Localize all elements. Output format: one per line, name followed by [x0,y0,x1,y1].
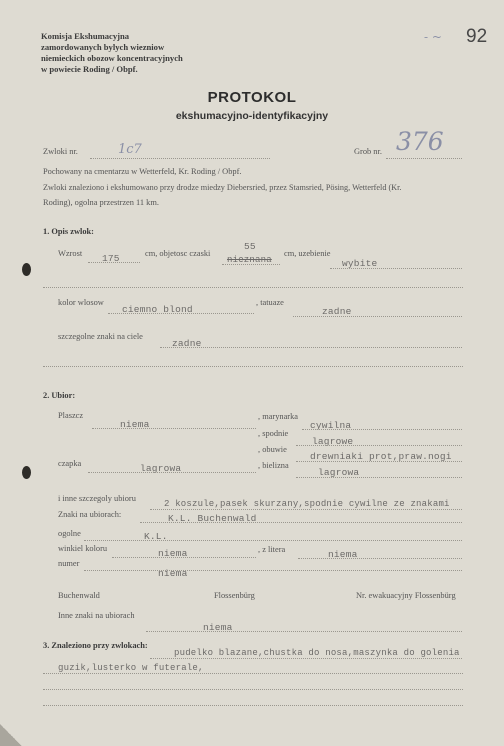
found-items-rule-1 [150,658,462,659]
document-title: PROTOKOL [207,89,297,106]
ogolne-value: K.L. [144,531,168,542]
czapka-rule [88,472,256,473]
found-items-line-2: guzik,lusterko w futerale, [58,663,204,673]
wlosy-value: ciemno blond [122,304,193,315]
camp-flossenburg: Flossenbürg [214,591,255,600]
bielizna-value: lagrowa [318,467,360,478]
header-line-3: niemieckich obozow koncentracyjnych [41,53,183,63]
document-subtitle: ekshumacyjno-identyfikacyjny [175,110,329,122]
czaski-struck-value: nieznana [227,255,272,265]
cm-objetosc-label: cm, objetosc czaski [145,249,211,258]
wlosy-label: kolor wlosow [58,298,104,307]
corner-mark: - ~ [424,30,442,44]
found-items-line-1: pudelko blazane,chustka do nosa,maszynka do golenia [174,648,460,658]
marynarka-value: cywilna [310,420,352,431]
header-line-1: Komisja Ekshumacyjna [41,31,130,41]
camp-buchenwald: Buchenwald [58,591,100,600]
marynarka-rule [302,429,462,430]
zwloki-rule [90,158,270,159]
znaki-ciele-rule [160,347,462,348]
znaki-ubiorach-label: Znaki na ubiorach: [58,510,122,519]
uzebienie-value: wybite [342,258,378,269]
wzrost-label: Wzrost [58,249,83,258]
grob-label: Grob nr. [354,147,382,156]
znaki-ciele-label: szczegolne znaki na ciele [58,332,143,341]
bielizna-rule [296,477,462,478]
section-3-heading: 3. Znaleziono przy zwlokach: [43,641,148,650]
burial-place: Pochowany na cmentarzu w Wetterfeld, Kr. Roding / Obpf. [43,167,242,176]
found-items-rule-3 [43,689,463,690]
inne-label: i inne szczegoly ubioru [58,494,136,503]
grob-value: 376 [396,127,444,156]
wzrost-value: 175 [102,253,120,264]
inne-znaki-label: Inne znaki na ubiorach [58,611,135,620]
znaki-ubiorach-value: K.L. Buchenwald [168,513,257,524]
spodnie-value: lagrowe [312,436,354,447]
plaszcz-label: Plaszcz [58,411,84,420]
znaki-ciele-value: zadne [172,338,202,349]
numer-label: numer [58,559,80,568]
numer-rule [84,570,462,571]
ogolne-label: ogolne [58,529,81,538]
winkiel-value: niema [158,548,188,559]
binder-hole-top [22,263,31,276]
czaski-rule [222,264,280,265]
bielizna-label: , bielizna [258,461,289,470]
section1-blank-rule-1 [43,287,463,288]
numer-value: niema [158,568,188,579]
zwloki-value: 1c7 [118,142,142,157]
czapka-value: lagrowa [140,463,182,474]
spodnie-rule [296,445,462,446]
litera-label: , z litera [258,545,286,554]
wlosy-rule [108,313,254,314]
uzebienie-rule [330,268,462,269]
tatuaze-label: , tatuaze [256,298,284,307]
plaszcz-rule [92,428,256,429]
found-items-rule-2 [43,673,463,674]
tatuaze-value: zadne [322,306,352,317]
binder-hole-bottom [22,466,31,479]
header-line-4: w powiecie Roding / Obpf. [41,64,138,74]
inne-rule [150,509,462,510]
litera-value: niema [328,549,358,560]
tatuaze-rule [293,316,462,317]
section-1-heading: 1. Opis zwlok: [43,227,94,236]
header-line-2: zamordowanych bylych wiezniow [41,42,165,52]
exhumation-route-cont: Roding), ogolna przestrzen 11 km. [43,198,159,207]
uzebienie-label: cm, uzebienie [284,249,331,258]
litera-rule [298,558,462,559]
zwloki-label: Zwloki nr. [43,147,78,156]
section1-blank-rule-2 [43,366,463,367]
czaski-value: 55 [244,241,256,252]
czapka-label: czapka [58,459,82,468]
marynarka-label: , marynarka [258,412,298,421]
plaszcz-value: niema [120,419,150,430]
page-number: 92 [466,26,488,47]
found-items-rule-4 [43,705,463,706]
commission-header [41,31,183,75]
page-corner-fold [0,724,22,746]
inne-value: 2 koszule,pasek skurzany,spodnie cywilne ze znakami [164,499,450,509]
znaki-ubiorach-rule [140,522,462,523]
inne-znaki-value: niema [203,622,233,633]
evacuation-number-label: Nr. ewakuacyjny Flossenbürg [356,591,456,600]
winkiel-rule [112,557,256,558]
ogolne-rule [84,540,462,541]
spodnie-label: , spodnie [258,429,289,438]
wzrost-rule [88,262,140,263]
inne-znaki-rule [146,631,462,632]
obuwie-label: , obuwie [258,445,287,454]
obuwie-value: drewniaki prot,praw.nogi [310,451,452,462]
winkiel-label: winkiel koloru [58,544,108,553]
obuwie-rule [296,461,462,462]
exhumation-route: Zwloki znaleziono i ekshumowano przy drodze miedzy Diebersried, przez Stamsried, Pösing, Wetterfeld (Kr. [43,183,402,192]
grob-rule [386,158,462,159]
section-2-heading: 2. Ubior: [43,391,76,400]
